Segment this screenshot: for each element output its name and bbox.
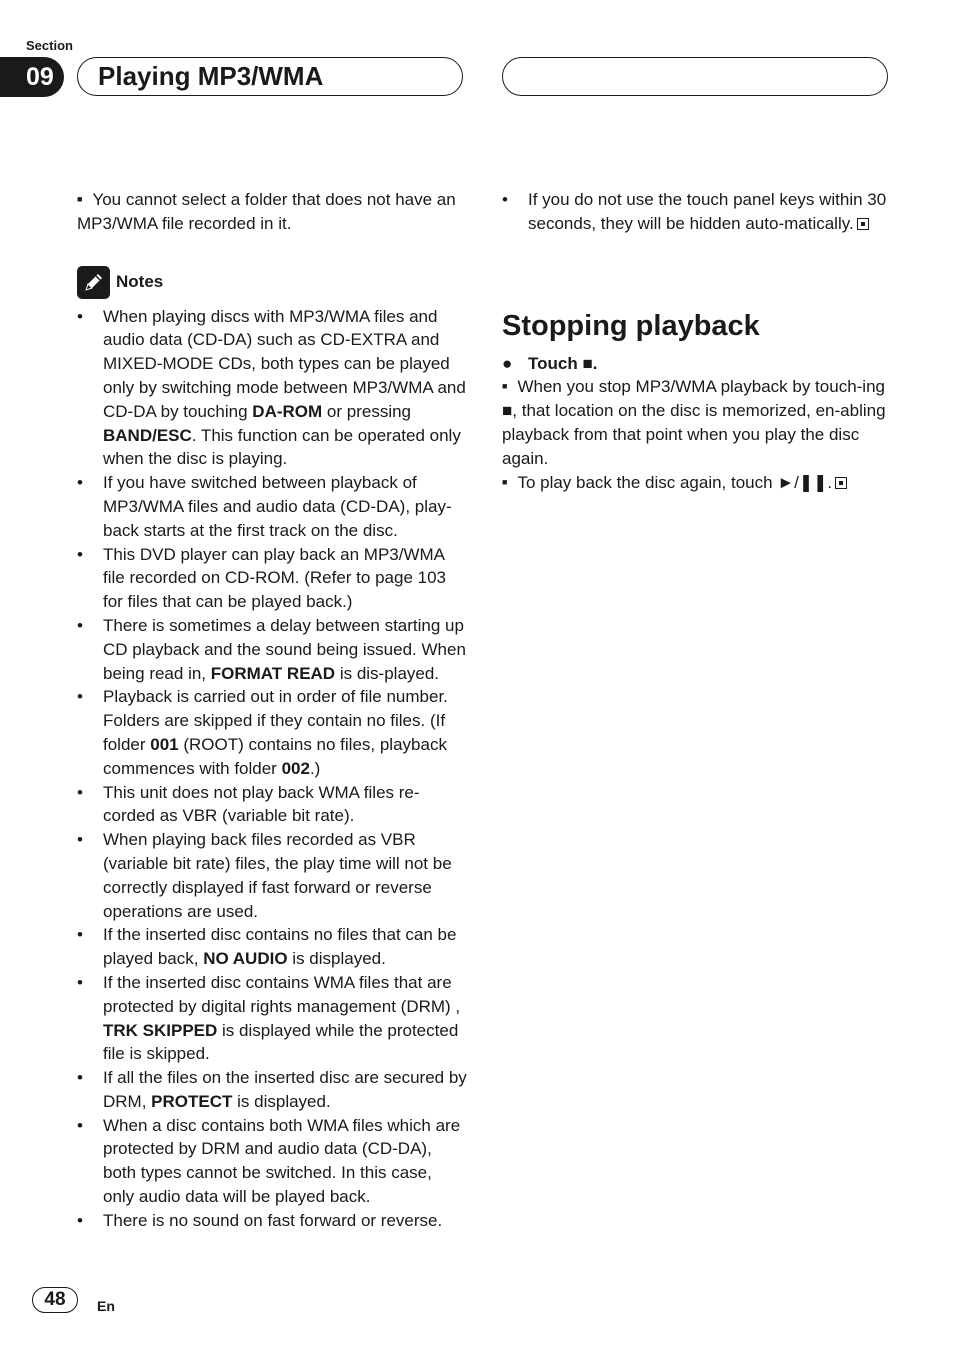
bullet-icon: • — [77, 1210, 83, 1230]
bullet-icon: • — [77, 925, 83, 945]
right-column — [502, 188, 892, 494]
play-pause-symbol-icon: ►/❚❚ — [777, 472, 828, 492]
note-text: This unit does not play back WMA files re-corded as VBR (variable bit rate). — [103, 782, 420, 826]
notes-header — [77, 266, 467, 299]
bullet-icon: • — [502, 190, 508, 209]
stop-description-text-b: , that location on the disc is memorized, en-abling playback from that point when you play the disc again. — [502, 401, 886, 468]
bullet-icon: • — [77, 306, 83, 326]
stop-symbol-icon: ■ — [502, 401, 513, 421]
end-mark-icon — [835, 477, 847, 489]
resume-description — [502, 471, 892, 495]
note-text: If the inserted disc contains WMA files that are protected by digital rights management (DRM) , — [103, 972, 461, 1016]
resume-description-period: . — [827, 472, 833, 492]
note-item — [77, 471, 467, 542]
bullet-icon: • — [77, 1115, 83, 1135]
note-keyword: DA-ROM — [252, 401, 323, 421]
note-text: is displayed. — [232, 1091, 331, 1111]
touch-panel-note — [502, 188, 892, 236]
note-text: There is sometimes a delay between starting up CD playback and the sound being issued. When being read in, — [103, 615, 466, 683]
intro-text: You cannot select a folder that does not have an MP3/WMA file recorded in it. — [77, 190, 456, 233]
notes-list — [77, 305, 467, 1233]
note-text: . This function can be operated only when the disc is playing. — [103, 425, 461, 469]
stop-description-text-a: When you stop MP3/WMA playback by touch-ing — [517, 377, 885, 397]
left-column — [77, 188, 467, 1233]
bullet-icon: • — [77, 782, 83, 802]
note-keyword: TRK SKIPPED — [103, 1020, 218, 1040]
note-text: If all the files on the inserted disc are secured by DRM, — [103, 1068, 467, 1111]
note-text: is displayed while the protected file is skipped. — [103, 1020, 459, 1064]
note-item — [77, 685, 467, 780]
note-text: If you have switched between playback of MP3/WMA files and audio data (CD-DA), play-back starts at the first track on the disc. — [103, 473, 452, 540]
page-number: 48 — [32, 1287, 78, 1313]
note-item — [77, 1114, 467, 1209]
note-text: This DVD player can play back an MP3/WMA file recorded on CD-ROM. (Refer to page 103 for files that can be played back.) — [103, 544, 446, 612]
section-label: Section — [26, 38, 73, 53]
note-text: When playing discs with MP3/WMA files and audio data (CD-DA) such as CD-EXTRA and MIXED-MODE CDs, both types can be played only by switching mode between MP3/WMA and CD-DA by touching — [103, 306, 466, 421]
square-bullet-icon: ■ — [502, 381, 508, 392]
bullet-icon: • — [77, 615, 83, 635]
note-keyword: 002 — [281, 758, 310, 778]
notes-pencil-icon — [77, 266, 110, 299]
note-item — [77, 781, 467, 829]
note-text: or pressing — [322, 401, 412, 421]
note-keyword: 001 — [150, 734, 179, 754]
page-title: Playing MP3/WMA — [98, 61, 324, 91]
note-text: Playback is carried out in order of file number. Folders are skipped if they contain no files. (If folder — [103, 687, 448, 754]
bullet-icon: • — [77, 687, 83, 707]
note-keyword: NO AUDIO — [203, 949, 288, 969]
note-text: .) — [309, 758, 321, 778]
square-bullet-icon: ■ — [77, 194, 83, 204]
note-item — [77, 923, 467, 971]
note-item — [77, 614, 467, 685]
note-keyword: BAND/ESC — [103, 425, 192, 445]
step-item — [502, 352, 892, 376]
note-keyword: FORMAT READ — [210, 663, 336, 683]
note-item — [77, 971, 467, 1066]
bullet-icon: • — [77, 1068, 83, 1088]
note-text: If the inserted disc contains no files that can be played back, — [103, 925, 457, 969]
notes-label: Notes — [116, 272, 164, 292]
intro-paragraph — [77, 188, 467, 236]
note-keyword: PROTECT — [151, 1091, 233, 1111]
section-number-badge: 09 — [0, 57, 64, 97]
stop-description — [502, 375, 892, 470]
step-text: Touch ■. — [528, 353, 598, 373]
note-text: When a disc contains both WMA files which are protected by DRM and audio data (CD-DA), both types cannot be switched. In this case, only audio data will be played back. — [103, 1115, 461, 1207]
note-item — [77, 1209, 467, 1233]
bullet-icon: • — [77, 544, 83, 564]
note-item — [77, 305, 467, 472]
end-mark-icon — [857, 218, 869, 230]
note-item — [77, 1066, 467, 1114]
bullet-icon: • — [77, 972, 83, 992]
note-item — [77, 828, 467, 923]
step-dot-icon: ● — [502, 353, 513, 373]
note-text: is dis-played. — [335, 663, 440, 683]
note-text: There is no sound on fast forward or reverse. — [103, 1210, 443, 1230]
square-bullet-icon: ■ — [502, 476, 508, 487]
bullet-icon: • — [77, 473, 83, 493]
bullet-icon: • — [77, 830, 83, 850]
section-heading: Stopping playback — [502, 309, 760, 342]
note-text: When playing back files recorded as VBR (variable bit rate) files, the play time will not be correctly displayed if fast forward or reverse operations are used. — [103, 830, 452, 921]
note-text: is displayed. — [287, 949, 386, 969]
title-box — [77, 57, 463, 96]
touch-panel-note-text: If you do not use the touch panel keys within 30 seconds, they will be hidden auto-matically. — [528, 190, 887, 233]
empty-title-box — [502, 57, 888, 96]
note-item — [77, 543, 467, 614]
note-text: (ROOT) contains no files, playback commences with folder — [103, 734, 447, 778]
language-code: En — [97, 1298, 115, 1314]
resume-description-text: To play back the disc again, touch — [517, 472, 778, 492]
